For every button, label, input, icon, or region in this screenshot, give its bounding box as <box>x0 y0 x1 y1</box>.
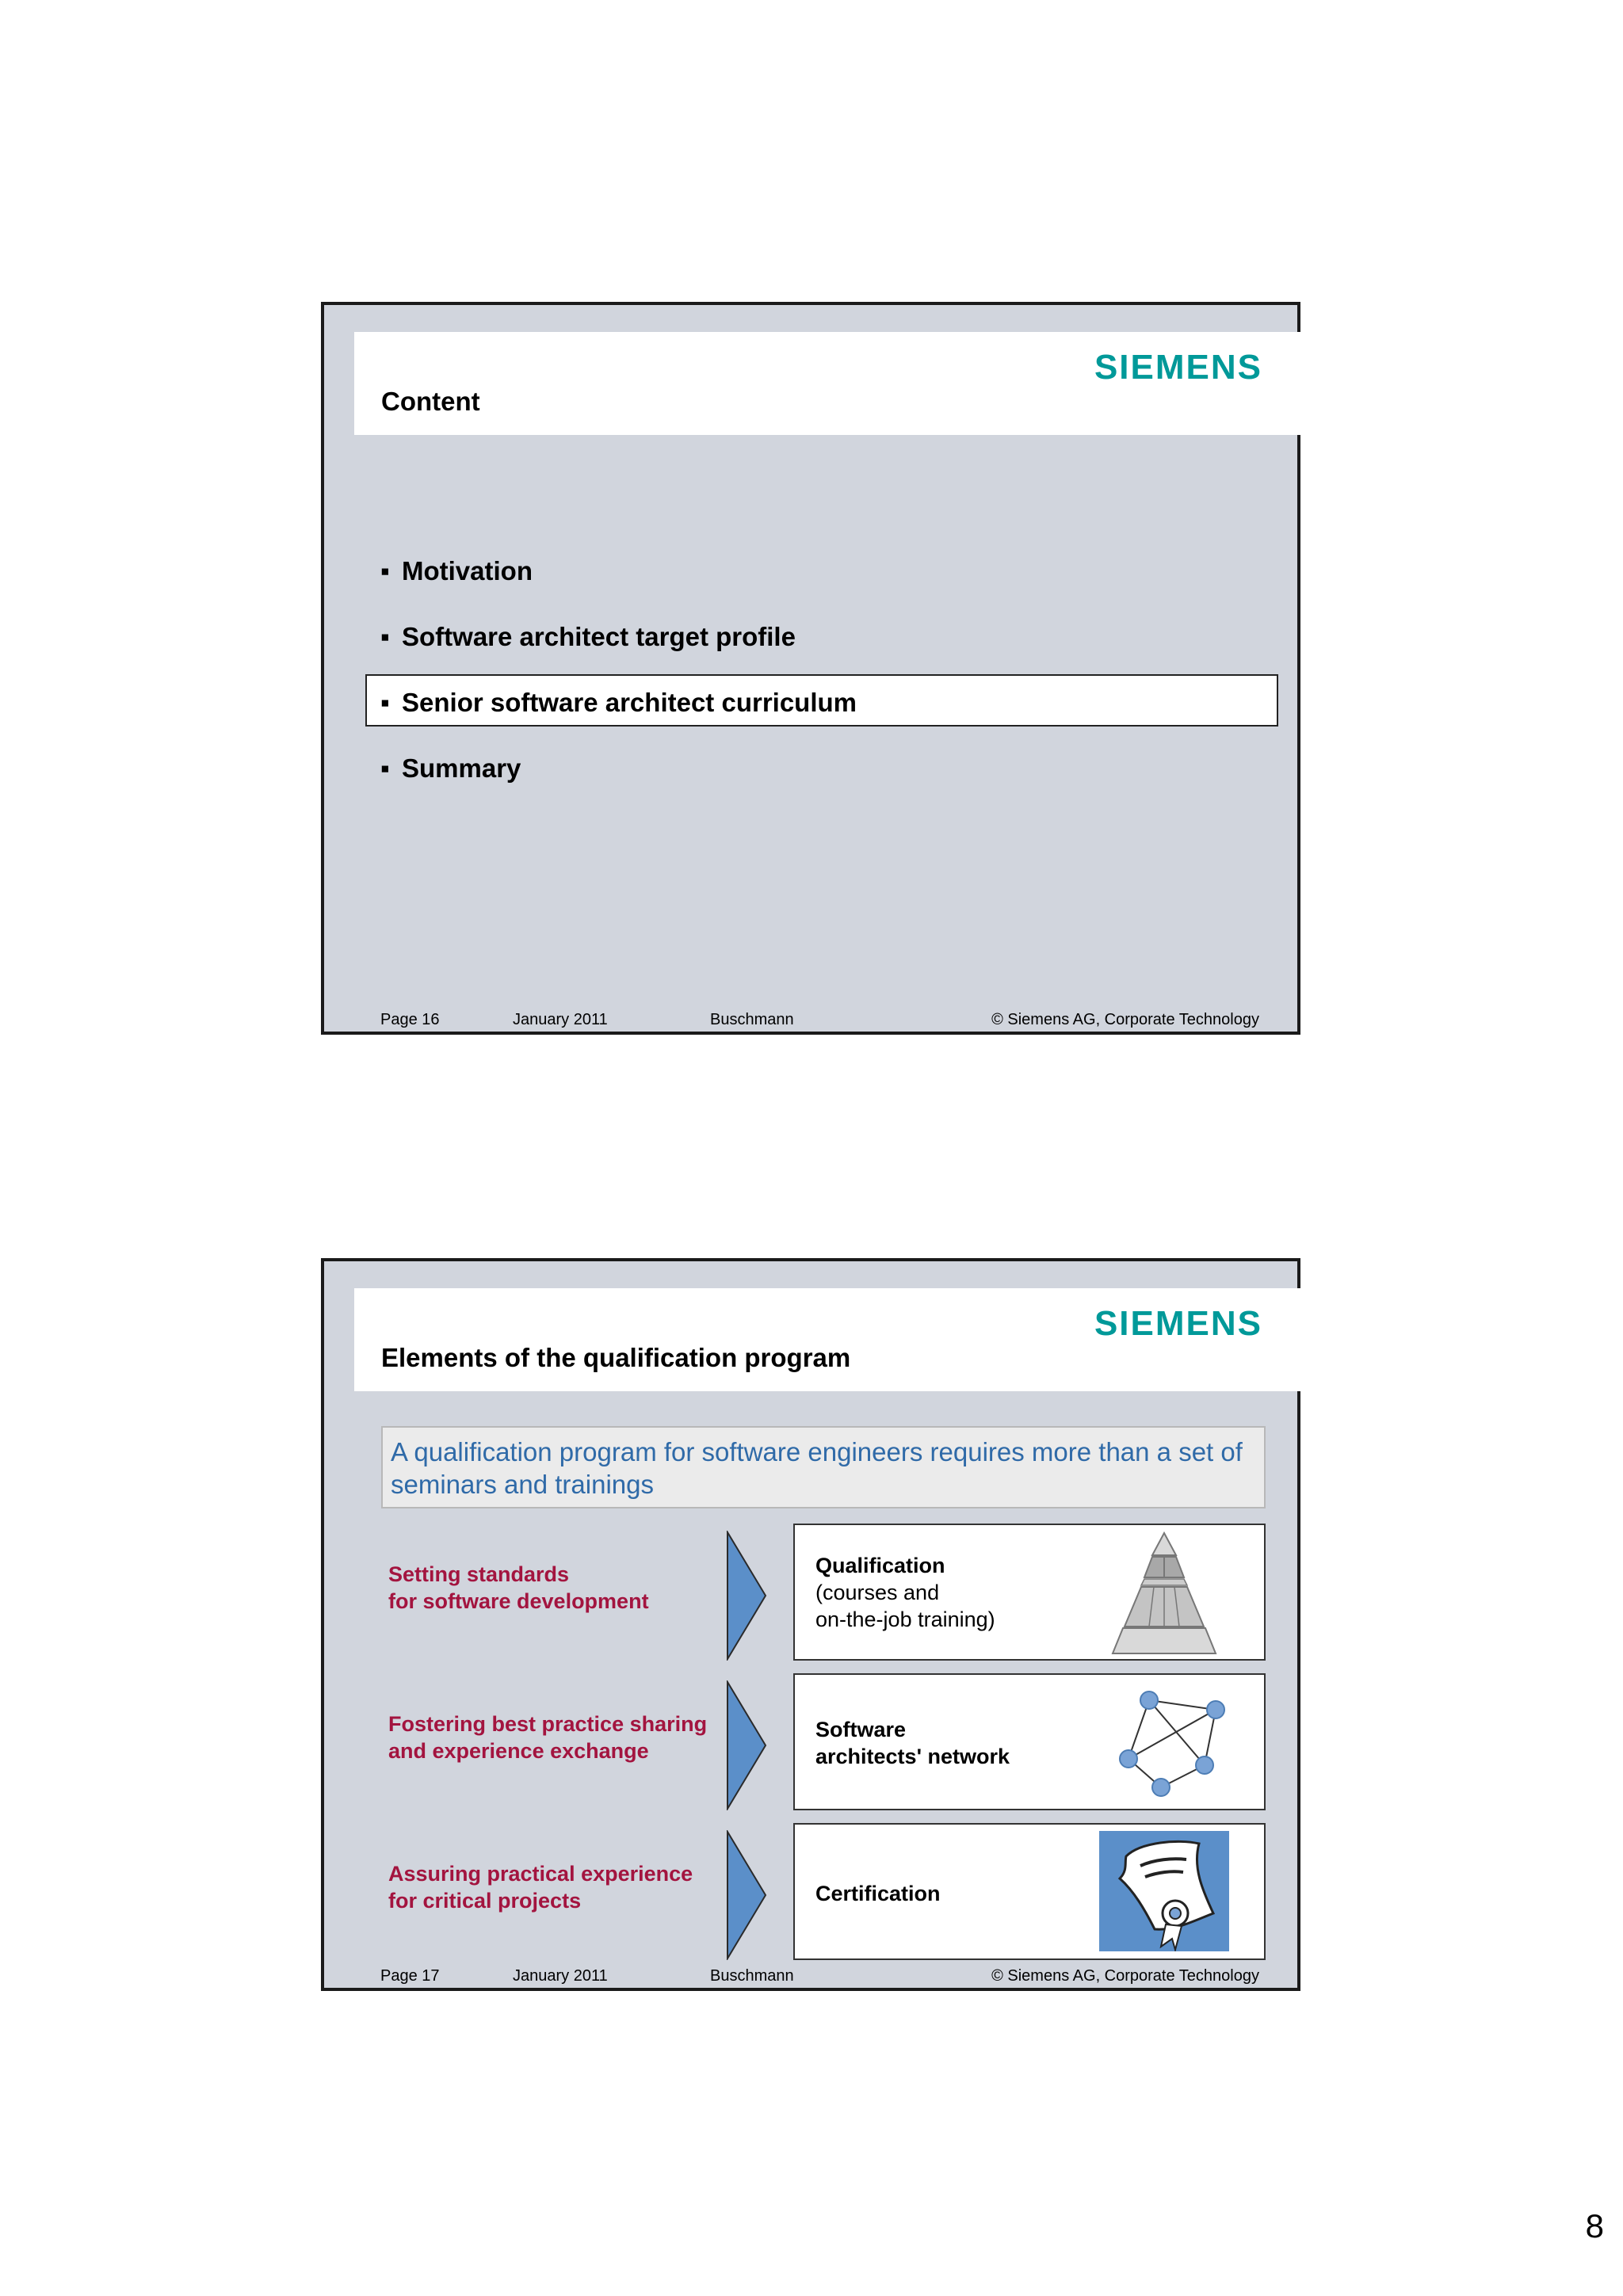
card-title: Qualification <box>815 1554 945 1577</box>
siemens-logo: SIEMENS <box>1094 1304 1262 1343</box>
slide-header <box>354 332 1300 435</box>
certificate-icon <box>1099 1831 1229 1951</box>
agenda-label: Motivation <box>402 556 533 585</box>
footer-date: January 2011 <box>513 1011 608 1028</box>
card-line: (courses and <box>815 1581 940 1604</box>
card-qualification <box>793 1524 1266 1661</box>
agenda-label: Summary <box>402 753 521 783</box>
agenda-item-target-profile <box>380 622 796 652</box>
label-line: Fostering best practice sharing <box>388 1712 708 1736</box>
slide-qualification-elements <box>321 1258 1300 1991</box>
pyramid-icon <box>1108 1530 1220 1657</box>
label-line: Setting standards <box>388 1562 570 1586</box>
footer-date: January 2011 <box>513 1967 608 1985</box>
card-text <box>815 1552 995 1633</box>
card-text <box>815 1716 1010 1770</box>
slide-title: Content <box>381 387 480 416</box>
footer-page: Page 17 <box>380 1967 440 1985</box>
chevron-right-icon <box>726 1830 767 1960</box>
label-line: Assuring practical experience <box>388 1862 693 1886</box>
handout-page-number: 8 <box>1585 2207 1604 2245</box>
bullet-icon: ▪ <box>380 688 390 717</box>
card-certification <box>793 1823 1266 1960</box>
card-line: on-the-job training) <box>815 1608 995 1631</box>
slide-title: Elements of the qualification program <box>381 1343 851 1372</box>
network-icon <box>1108 1688 1235 1798</box>
bullet-icon: ▪ <box>380 753 390 783</box>
row-label-standards <box>388 1561 737 1615</box>
chevron-right-icon <box>726 1680 767 1810</box>
footer-page: Page 16 <box>380 1011 440 1028</box>
footer-author: Buschmann <box>710 1967 794 1985</box>
footer-author: Buschmann <box>710 1011 794 1028</box>
slide-content <box>321 302 1300 1035</box>
intro-statement: A qualification program for software engineers requires more than a set of seminars and trainings <box>381 1426 1266 1508</box>
card-title: Certification <box>815 1882 941 1905</box>
agenda-item-summary <box>380 753 521 784</box>
card-architects-network <box>793 1673 1266 1810</box>
card-title: Software <box>815 1718 907 1741</box>
siemens-logo: SIEMENS <box>1094 348 1262 387</box>
bullet-icon: ▪ <box>380 556 390 585</box>
card-line: architects' network <box>815 1745 1010 1768</box>
chevron-right-icon <box>726 1531 767 1661</box>
row-label-best-practice <box>388 1711 737 1764</box>
label-line: and experience exchange <box>388 1739 649 1763</box>
bullet-icon: ▪ <box>380 622 390 651</box>
agenda-item-curriculum <box>380 688 857 718</box>
footer-copyright: © Siemens AG, Corporate Technology <box>991 1011 1259 1028</box>
agenda-item-motivation <box>380 556 533 586</box>
footer-copyright: © Siemens AG, Corporate Technology <box>991 1967 1259 1985</box>
label-line: for critical projects <box>388 1889 582 1913</box>
row-label-practical-experience <box>388 1860 737 1914</box>
label-line: for software development <box>388 1589 649 1613</box>
agenda-label: Senior software architect curriculum <box>402 688 857 717</box>
card-text <box>815 1880 941 1907</box>
agenda-label: Software architect target profile <box>402 622 796 651</box>
slide-header <box>354 1288 1300 1391</box>
